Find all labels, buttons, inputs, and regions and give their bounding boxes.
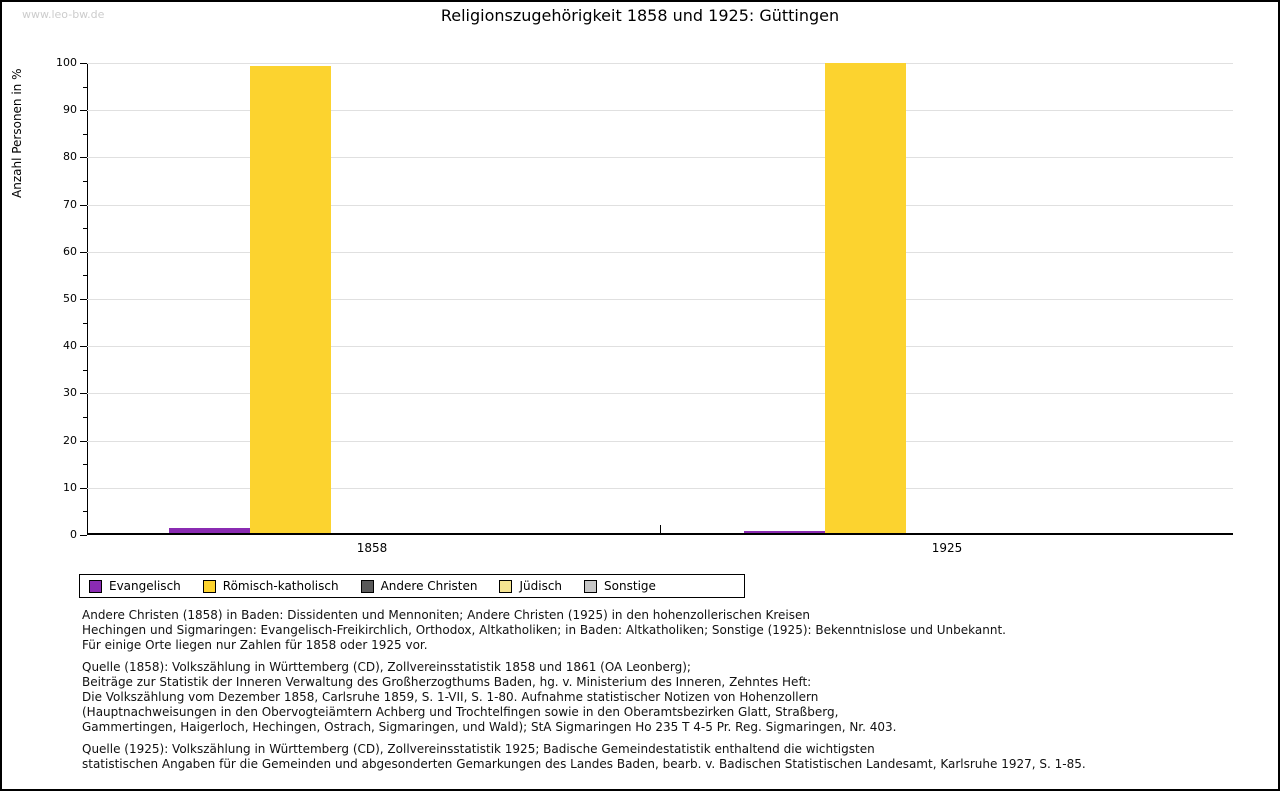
y-axis-tick <box>83 181 87 182</box>
chart-title: Religionszugehörigkeit 1858 und 1925: Güttingen <box>440 6 840 25</box>
footnote-line: (Hauptnachweisungen in den Obervogteiämtern Achberg und Trochtelfingen sowie in den Oberamtsbezirken Glatt, Straßberg, <box>82 705 839 719</box>
footnote-line: Für einige Orte liegen nur Zahlen für 1858 oder 1925 vor. <box>82 638 428 652</box>
y-tick-label: 50 <box>63 292 77 305</box>
y-tick-label: 80 <box>63 150 77 164</box>
y-axis-tick <box>80 441 87 442</box>
y-axis-tick <box>83 275 87 276</box>
bar-r-misch-katholisch-1858 <box>250 66 331 533</box>
legend-item-j-disch <box>499 579 562 593</box>
x-axis-tick <box>660 525 661 533</box>
y-axis-tick <box>80 110 87 111</box>
y-axis-tick <box>80 393 87 394</box>
bar-r-misch-katholisch-1925 <box>825 63 906 533</box>
y-axis-tick <box>83 370 87 371</box>
y-axis-tick <box>80 488 87 489</box>
y-tick-label: 20 <box>63 433 77 447</box>
y-axis-tick <box>80 535 87 536</box>
bar-evangelisch-1858 <box>169 528 250 533</box>
footnote-line: Beiträge zur Statistik der Inneren Verwaltung des Großherzogthums Baden, hg. v. Ministerium des Inneren, Zehntes Heft: <box>82 675 812 689</box>
watermark: www.leo-bw.de <box>22 8 105 21</box>
legend-label: Jüdisch <box>519 579 563 593</box>
legend-item-r-misch-katholisch <box>203 579 339 593</box>
y-axis-tick <box>83 417 87 418</box>
legend-swatch <box>584 580 597 593</box>
y-tick-label: 40 <box>63 339 77 353</box>
y-tick-label: 70 <box>63 197 77 211</box>
footnote-line: statistischen Angaben für die Gemeinden und abgesonderten Gemarkungen des Landes Baden, bearb. v. Badischen Statistischen Landesamt, Karlsruhe 1927, S. 1-85. <box>82 757 1086 771</box>
y-axis-tick <box>80 63 87 64</box>
legend-label: Sonstige <box>604 579 656 593</box>
legend-swatch <box>89 580 102 593</box>
y-axis-tick <box>83 87 87 88</box>
legend-item-andere-christen <box>361 579 478 593</box>
legend-label: Andere Christen <box>380 579 478 593</box>
x-axis-line <box>87 533 1233 535</box>
gridline <box>87 63 1233 64</box>
footnotes <box>82 608 1086 779</box>
y-axis-tick <box>83 134 87 135</box>
legend-swatch <box>203 580 216 593</box>
footnote-line: Hechingen und Sigmaringen: Evangelisch-Freikirchlich, Orthodox, Altkatholiken; in Baden: Altkatholiken; Sonstige (1925): Bekenntnislose und Unbekannt. <box>82 623 1006 637</box>
y-tick-label: 0 <box>70 528 77 541</box>
x-axis-label-1925: 1925 <box>931 541 963 555</box>
y-axis-tick <box>80 205 87 206</box>
footnote-line: Quelle (1925): Volkszählung in Württemberg (CD), Zollvereinsstatistik 1925; Badische Gemeindestatistik enthaltend die wichtigsten <box>82 742 875 756</box>
legend-swatch <box>361 580 374 593</box>
footnote-line: Die Volkszählung vom Dezember 1858, Carlsruhe 1859, S. 1-VII, S. 1-80. Aufnahme statistischer Notizen von Hohenzollern <box>82 690 819 704</box>
legend-item-evangelisch <box>89 579 181 593</box>
plot-area <box>56 56 1233 555</box>
footnote-line: Andere Christen (1858) in Baden: Dissidenten und Mennoniten; Andere Christen (1925) in den hohenzollerischen Kreisen <box>82 608 810 622</box>
footnote-line: Gammertingen, Haigerloch, Hechingen, Ostrach, Sigmaringen, und Wald); StA Sigmaringen Ho 235 T 4-5 Pr. Reg. Sigmaringen, Nr. 403. <box>82 720 897 734</box>
y-tick-label: 10 <box>63 480 77 494</box>
y-tick-label: 100 <box>56 56 77 69</box>
y-axis-title: Anzahl Personen in % <box>10 68 24 198</box>
y-axis-tick <box>80 157 87 158</box>
footnote-paragraph <box>82 742 1086 772</box>
y-axis-tick <box>83 511 87 512</box>
y-axis-tick <box>80 346 87 347</box>
footnote-paragraph <box>82 608 1086 653</box>
footnote-line: Quelle (1858): Volkszählung in Württemberg (CD), Zollvereinsstatistik 1858 und 1861 (OA Leonberg); <box>82 660 691 674</box>
footnote-paragraph <box>82 660 1086 735</box>
y-tick-label: 60 <box>63 244 77 258</box>
bar-evangelisch-1925 <box>744 531 825 533</box>
x-axis-label-1858: 1858 <box>356 541 388 555</box>
y-axis-tick <box>80 252 87 253</box>
y-axis-tick <box>80 299 87 300</box>
legend-swatch <box>499 580 512 593</box>
y-axis-tick <box>83 323 87 324</box>
y-axis-tick <box>83 464 87 465</box>
legend-label: Evangelisch <box>109 579 181 593</box>
y-tick-label: 30 <box>63 386 77 400</box>
y-axis-tick <box>83 228 87 229</box>
legend-item-sonstige <box>584 579 656 593</box>
y-tick-label: 90 <box>63 103 77 117</box>
legend-label: Römisch-katholisch <box>222 579 339 593</box>
legend <box>79 574 745 598</box>
